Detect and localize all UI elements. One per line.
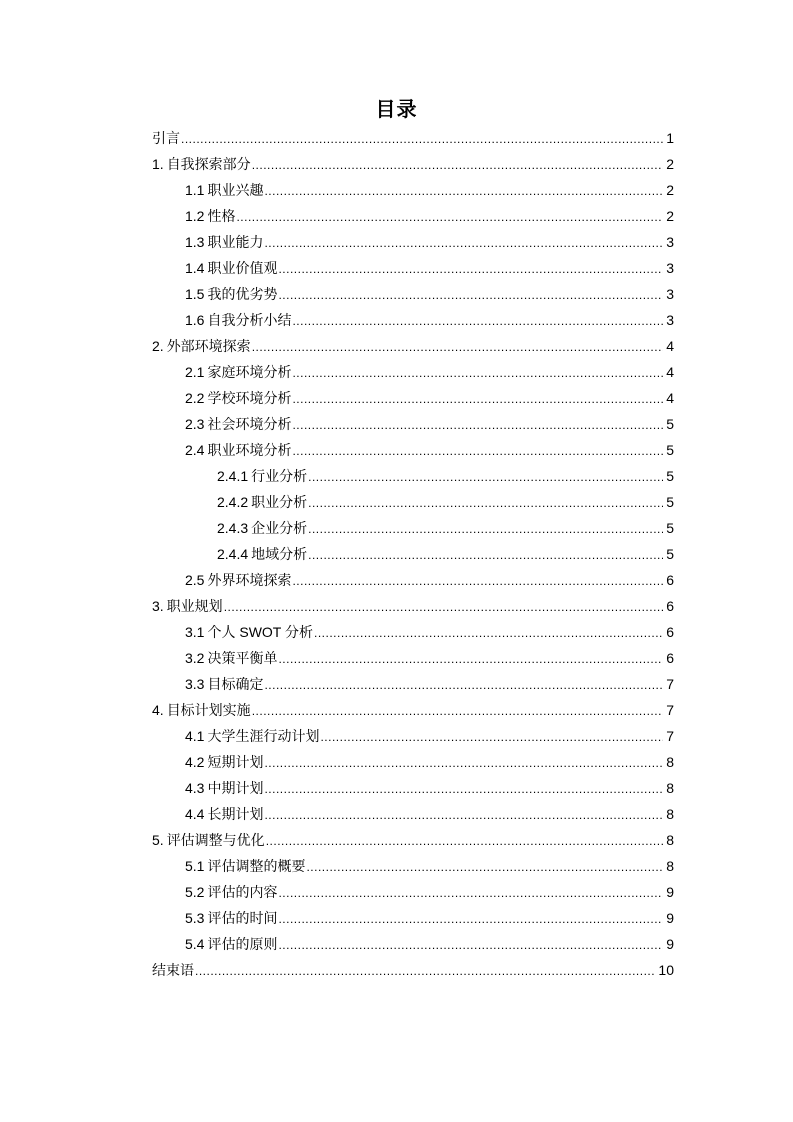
toc-entry-number: 2.4.2 [217, 494, 249, 510]
toc-entry-line[interactable] [152, 828, 674, 853]
toc-page-number: 3 [666, 312, 674, 328]
toc-page-number: 5 [666, 520, 674, 536]
toc-entry-number: 4.2 [185, 754, 205, 770]
toc-entry-label: 评估调整与优化 [166, 832, 265, 848]
toc-entry[interactable] [0, 828, 793, 854]
toc-entry-label: 评估的原则 [207, 936, 278, 952]
toc-entry-line[interactable] [185, 854, 674, 879]
toc-entry[interactable] [0, 932, 793, 958]
toc-entry-label: 学校环境分析 [207, 390, 292, 406]
toc-entry[interactable] [0, 698, 793, 724]
toc-page-number: 7 [666, 728, 674, 744]
toc-page-number: 1 [666, 130, 674, 146]
toc-entry-line[interactable] [185, 750, 674, 775]
toc-entry[interactable] [0, 672, 793, 698]
toc-entry-line[interactable] [152, 958, 674, 983]
toc-dot-leader [314, 621, 663, 645]
toc-dot-leader [264, 751, 663, 775]
toc-page-number: 7 [666, 676, 674, 692]
toc-entry[interactable] [0, 386, 793, 412]
toc-dot-leader [306, 855, 663, 879]
toc-entry-line[interactable] [152, 334, 674, 359]
toc-entry-label: 社会环境分析 [207, 416, 292, 432]
toc-entry[interactable] [0, 282, 793, 308]
toc-entry-line[interactable] [217, 516, 674, 541]
toc-entry-line[interactable] [152, 698, 674, 723]
toc-entry-number: 2.3 [185, 416, 205, 432]
toc-entry-number: 4. [152, 702, 164, 718]
toc-page-number: 9 [666, 936, 674, 952]
toc-entry[interactable] [0, 490, 793, 516]
toc-page-number: 4 [666, 364, 674, 380]
toc-entry-number: 5.4 [185, 936, 205, 952]
toc-entry[interactable] [0, 152, 793, 178]
toc-entry-number: 4.1 [185, 728, 205, 744]
toc-dot-leader [308, 491, 663, 515]
toc-entry-number: 5.3 [185, 910, 205, 926]
toc-entry-label: 目标计划实施 [166, 702, 251, 718]
toc-entry-number: 5.2 [185, 884, 205, 900]
toc-dot-leader [308, 517, 663, 541]
toc-entry-number: 1.1 [185, 182, 205, 198]
toc-page-number: 5 [666, 416, 674, 432]
toc-page-number: 8 [666, 754, 674, 770]
toc-dot-leader [264, 673, 663, 697]
toc-page-number: 2 [666, 156, 674, 172]
toc-dot-leader [278, 907, 663, 931]
toc-entry-line[interactable] [185, 360, 674, 385]
toc-dot-leader [264, 803, 663, 827]
toc-entry[interactable] [0, 334, 793, 360]
toc-entry-number: 5.1 [185, 858, 205, 874]
toc-dot-leader [292, 413, 663, 437]
toc-entry[interactable] [0, 464, 793, 490]
toc-entry-number: 4.4 [185, 806, 205, 822]
page-title: 目录 [375, 99, 418, 121]
toc-entry[interactable] [0, 542, 793, 568]
toc-entry[interactable] [0, 620, 793, 646]
toc-entry[interactable] [0, 178, 793, 204]
toc-page-number: 3 [666, 260, 674, 276]
toc-dot-leader [278, 881, 663, 905]
toc-entry-line[interactable] [217, 542, 674, 567]
toc-entry[interactable] [0, 308, 793, 334]
toc-entry-label: 企业分析 [251, 520, 308, 536]
toc-entry-label: 评估调整的概要 [207, 858, 306, 874]
toc-page-number: 6 [666, 598, 674, 614]
toc-entry-number: 3.2 [185, 650, 205, 666]
toc-entry-line[interactable] [185, 230, 674, 255]
toc-entry-line[interactable] [185, 906, 674, 931]
toc-entry-label: 个人 SWOT 分析 [207, 624, 313, 640]
toc-page-number: 6 [666, 650, 674, 666]
toc-entry-label: 职业兴趣 [207, 182, 264, 198]
toc-dot-leader [236, 205, 663, 229]
toc-entry-label: 我的优劣势 [207, 286, 278, 302]
toc-entry[interactable] [0, 880, 793, 906]
toc-entry-number: 4.3 [185, 780, 205, 796]
toc-page-number: 4 [666, 390, 674, 406]
table-of-contents [0, 126, 793, 984]
toc-entry[interactable] [0, 958, 793, 984]
toc-dot-leader [264, 231, 663, 255]
toc-entry-line[interactable] [185, 932, 674, 957]
toc-entry[interactable] [0, 854, 793, 880]
toc-dot-leader [308, 465, 663, 489]
toc-entry-number: 2.2 [185, 390, 205, 406]
toc-entry[interactable] [0, 204, 793, 230]
toc-page-number: 9 [666, 910, 674, 926]
toc-entry[interactable] [0, 646, 793, 672]
toc-page-number: 8 [666, 806, 674, 822]
toc-entry-label: 职业分析 [251, 494, 308, 510]
toc-entry-number: 1. [152, 156, 164, 172]
toc-dot-leader [264, 179, 663, 203]
toc-entry[interactable] [0, 724, 793, 750]
toc-dot-leader [292, 309, 663, 333]
toc-entry-line[interactable] [185, 724, 674, 749]
toc-entry-label: 短期计划 [207, 754, 264, 770]
toc-entry-label: 地域分析 [251, 546, 308, 562]
toc-entry-line[interactable] [217, 464, 674, 489]
toc-entry[interactable] [0, 594, 793, 620]
toc-page-number: 9 [666, 884, 674, 900]
toc-entry-number: 1.6 [185, 312, 205, 328]
toc-entry-number: 2.4.3 [217, 520, 249, 536]
toc-entry[interactable] [0, 802, 793, 828]
toc-entry-number: 2.4.1 [217, 468, 249, 484]
toc-entry-number: 1.2 [185, 208, 205, 224]
toc-dot-leader [252, 335, 664, 359]
toc-entry[interactable] [0, 568, 793, 594]
toc-dot-leader [278, 283, 663, 307]
toc-page-number: 5 [666, 442, 674, 458]
toc-page-number: 3 [666, 286, 674, 302]
toc-entry-line[interactable] [217, 490, 674, 515]
toc-entry-label: 评估的内容 [207, 884, 278, 900]
toc-entry[interactable] [0, 256, 793, 282]
toc-page-number: 8 [666, 858, 674, 874]
toc-dot-leader [278, 257, 663, 281]
toc-entry-label: 职业价值观 [207, 260, 278, 276]
toc-entry-number: 3.1 [185, 624, 205, 640]
toc-entry-label: 性格 [207, 208, 236, 224]
toc-entry-line[interactable] [152, 152, 674, 177]
toc-page-number: 6 [666, 624, 674, 640]
toc-entry[interactable] [0, 438, 793, 464]
toc-dot-leader [278, 647, 663, 671]
toc-entry-line[interactable] [185, 438, 674, 463]
toc-entry-line[interactable] [185, 282, 674, 307]
toc-dot-leader [278, 933, 663, 957]
toc-entry-line[interactable] [185, 178, 674, 203]
toc-entry-number: 2.1 [185, 364, 205, 380]
toc-entry-label: 职业规划 [166, 598, 223, 614]
toc-entry-line[interactable] [152, 594, 674, 619]
toc-entry-label: 家庭环境分析 [207, 364, 292, 380]
toc-entry-label: 行业分析 [251, 468, 308, 484]
toc-entry-line[interactable] [185, 880, 674, 905]
toc-entry-line[interactable] [185, 646, 674, 671]
toc-entry[interactable] [0, 906, 793, 932]
toc-entry-label: 外界环境探索 [207, 572, 292, 588]
toc-entry-number: 1.3 [185, 234, 205, 250]
toc-page-number: 5 [666, 494, 674, 510]
toc-page-number: 6 [666, 572, 674, 588]
toc-entry-label: 评估的时间 [207, 910, 278, 926]
toc-entry-number: 2.4 [185, 442, 205, 458]
toc-entry-number: 2.5 [185, 572, 205, 588]
toc-entry-line[interactable] [185, 802, 674, 827]
toc-entry[interactable] [0, 750, 793, 776]
toc-entry-label: 中期计划 [207, 780, 264, 796]
toc-page-number: 4 [666, 338, 674, 354]
toc-entry-label: 引言 [152, 130, 180, 146]
toc-entry-line[interactable] [185, 386, 674, 411]
toc-dot-leader [308, 543, 663, 567]
toc-entry-label: 职业能力 [207, 234, 264, 250]
toc-entry-label: 决策平衡单 [207, 650, 278, 666]
toc-page-number: 5 [666, 546, 674, 562]
toc-entry-line[interactable] [185, 204, 674, 229]
toc-entry-number: 3. [152, 598, 164, 614]
toc-entry[interactable] [0, 516, 793, 542]
toc-dot-leader [181, 127, 663, 151]
toc-dot-leader [252, 153, 664, 177]
toc-entry-line[interactable] [185, 412, 674, 437]
toc-entry-label: 长期计划 [207, 806, 264, 822]
toc-entry-label: 目标确定 [207, 676, 264, 692]
toc-entry-line[interactable] [152, 126, 674, 151]
toc-page-number: 8 [666, 780, 674, 796]
toc-dot-leader [292, 361, 663, 385]
toc-entry-number: 2.4.4 [217, 546, 249, 562]
toc-page-number: 2 [666, 208, 674, 224]
toc-page-number: 2 [666, 182, 674, 198]
toc-entry-number: 1.5 [185, 286, 205, 302]
toc-entry-line[interactable] [185, 776, 674, 801]
toc-entry-number: 5. [152, 832, 164, 848]
toc-dot-leader [195, 959, 655, 983]
toc-entry[interactable] [0, 360, 793, 386]
toc-dot-leader [252, 699, 664, 723]
toc-entry-line[interactable] [185, 256, 674, 281]
toc-entry-label: 自我分析小结 [207, 312, 292, 328]
toc-entry-label: 外部环境探索 [166, 338, 251, 354]
toc-entry-label: 大学生涯行动计划 [207, 728, 320, 744]
toc-entry-number: 2. [152, 338, 164, 354]
toc-entry[interactable] [0, 126, 793, 152]
toc-page-number: 5 [666, 468, 674, 484]
toc-page-number: 7 [666, 702, 674, 718]
toc-dot-leader [264, 777, 663, 801]
toc-page-number: 8 [666, 832, 674, 848]
toc-entry-line[interactable] [185, 568, 674, 593]
toc-entry-label: 结束语 [152, 962, 194, 978]
toc-page-number: 10 [658, 962, 674, 978]
toc-dot-leader [266, 829, 664, 853]
toc-dot-leader [224, 595, 664, 619]
toc-entry-label: 职业环境分析 [207, 442, 292, 458]
toc-dot-leader [292, 439, 663, 463]
toc-entry-line[interactable] [185, 620, 674, 645]
toc-entry[interactable] [0, 230, 793, 256]
toc-entry-line[interactable] [185, 672, 674, 697]
toc-dot-leader [320, 725, 663, 749]
toc-entry-number: 1.4 [185, 260, 205, 276]
toc-entry-label: 自我探索部分 [166, 156, 251, 172]
toc-entry-number: 3.3 [185, 676, 205, 692]
toc-entry-line[interactable] [185, 308, 674, 333]
toc-page-number: 3 [666, 234, 674, 250]
toc-dot-leader [292, 387, 663, 411]
toc-entry[interactable] [0, 412, 793, 438]
toc-entry[interactable] [0, 776, 793, 802]
toc-dot-leader [292, 569, 663, 593]
